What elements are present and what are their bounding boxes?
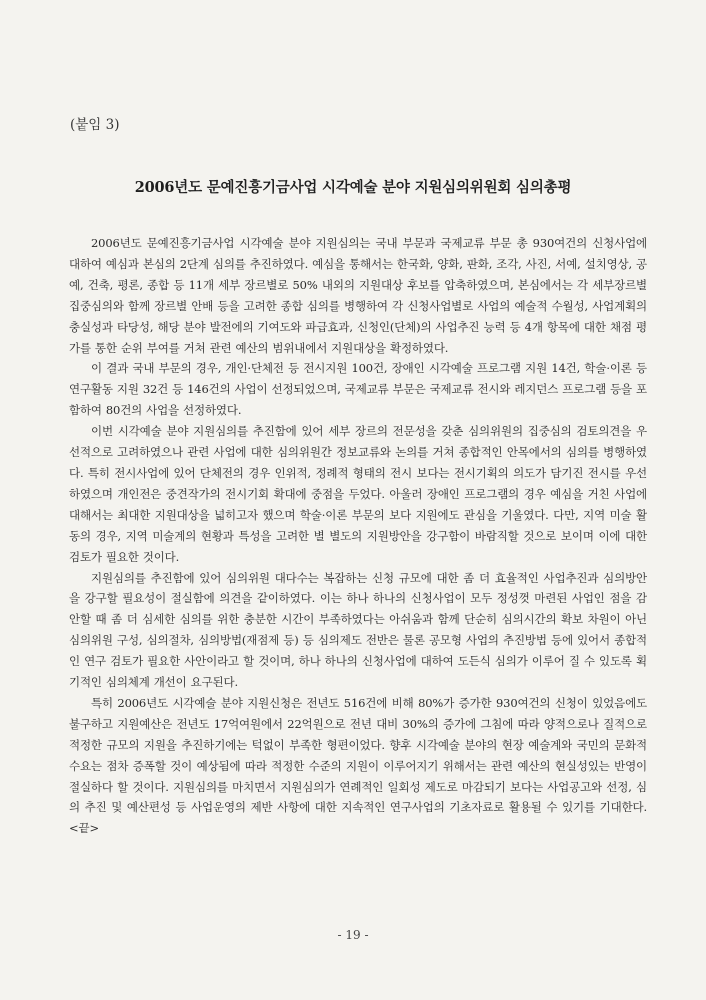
paragraph-2: 이 결과 국내 부문의 경우, 개인·단체전 등 전시지원 100건, 장애인 시각예술 프로그램 지원 14건, 학술·이론 등 연구활동 지원 32건 등 146건의 사업이 선정되었으며, 국제교류 부문은 국제교류 전시와 레지던스 프로그램 등을 포함하여 80건의 사업을 선정하였다. bbox=[69, 361, 647, 418]
document-title: 2006년도 문예진흥기금사업 시각예술 분야 지원심의위원회 심의총평 bbox=[134, 179, 572, 196]
paragraph-3: 이번 시각예술 분야 지원심의를 추진함에 있어 세부 장르의 전문성을 갖춘 심의위원의 집중심의 검토의견을 우선적으로 고려하였으나 관련 사업에 대한 심의위원간 정보교류와 논의를 거쳐 종합적인 안목에서의 심의를 병행하였다. 특히 전시사업에 있어 단체전의 경우 인위적, 정례적 형태의 전시 보다는 전시기획의 의도가 담기진 전시를 우선하였으며 개인전은 중견작가의 전시기회 확대에 중점을 두었다. 아울러 장애인 프로그램의 경우 예심을 거친 사업에 대해서는 최대한 지원대상을 넓히고자 했으며 학술·이론 부문의 보다 지원에도 관심을 기울였다. 다만, 지역 미술 활동의 경우, 지역 미술계의 현황과 특성을 고려한 별 별도의 지원방안을 강구함이 바람직할 것으로 보이며 이에 대한 검토가 필요한 것이다. bbox=[69, 424, 647, 564]
appendix-label: (붙임 3) bbox=[70, 117, 120, 133]
body-text bbox=[69, 233, 647, 839]
paragraph-5: 특히 2006년도 시각예술 분야 지원신청은 전년도 516건에 비해 80%가 증가한 930여건의 신청이 있었음에도 불구하고 지원예산은 전년도 17억여원에서 22억원으로 전년 대비 30%의 증가에 그침에 따라 양적으로나 질적으로 적정한 규모의 지원을 추진하기에는 턱없이 부족한 형편이었다. 향후 시각예술 분야의 현장 예술계와 국민의 문화적 수요는 점차 증폭할 것이 예상됨에 따라 적정한 수준의 지원이 이루어지기 위해서는 관련 예산의 현실성있는 반영이 절실하다 할 것이다. 지원심의를 마치면서 지원심의가 연례적인 일회성 제도로 마감되기 보다는 사업공고와 선정, 심의 추진 및 예산편성 등 사업운영의 제반 사항에 대한 지속적인 연구사업의 기초자료로 활용될 수 있기를 기대한다. <끝> bbox=[69, 695, 647, 836]
paragraph-1: 2006년도 문예진흥기금사업 시각예술 분야 지원심의는 국내 부문과 국제교류 부문 총 930여건의 신청사업에 대하여 예심과 본심의 2단계 심의를 추진하였다. 예심을 통해서는 한국화, 양화, 판화, 조각, 사진, 서예, 설치영상, 공예, 건축, 평론, 종합 등 11개 세부 장르별로 50% 내외의 지원대상 후보를 압축하였으며, 본심에서는 각 세부장르별 집중심의와 함께 장르별 안배 등을 고려한 종합 심의를 병행하여 각 신청사업별로 사업의 예술적 수월성, 사업계획의 충실성과 타당성, 해당 분야 발전에의 기여도와 파급효과, 신청인(단체)의 사업추진 능력 등 4개 항목에 대한 채점 평가를 통한 순위 부여를 거쳐 관련 예산의 범위내에서 지원대상을 확정하였다. bbox=[69, 236, 647, 355]
page-number: - 19 - bbox=[337, 928, 369, 942]
paragraph-4: 지원심의를 추진함에 있어 심의위원 대다수는 복잡하는 신청 규모에 대한 좀 더 효율적인 사업추진과 심의방안을 강구할 필요성이 절실함에 의견을 같이하였다. 이는 하나 하나의 신청사업이 모두 정성껏 마련된 사업인 점을 감안할 때 좀 더 심세한 심의를 위한 충분한 시간이 부족하였다는 아쉬움과 함께 단순히 심의시간의 확보 차원이 아닌 심의위원 구성, 심의절차, 심의방법(재점제 등) 등 심의제도 전반은 물론 공모형 사업의 추진방법 등에 있어서 종합적인 연구 검토가 필요한 사안이라고 할 것이며, 하나 하나의 신청사업에 대하여 도든식 심의가 이루어 질 수 있도록 획기적인 심의체계 개선이 요구된다. bbox=[69, 570, 647, 690]
